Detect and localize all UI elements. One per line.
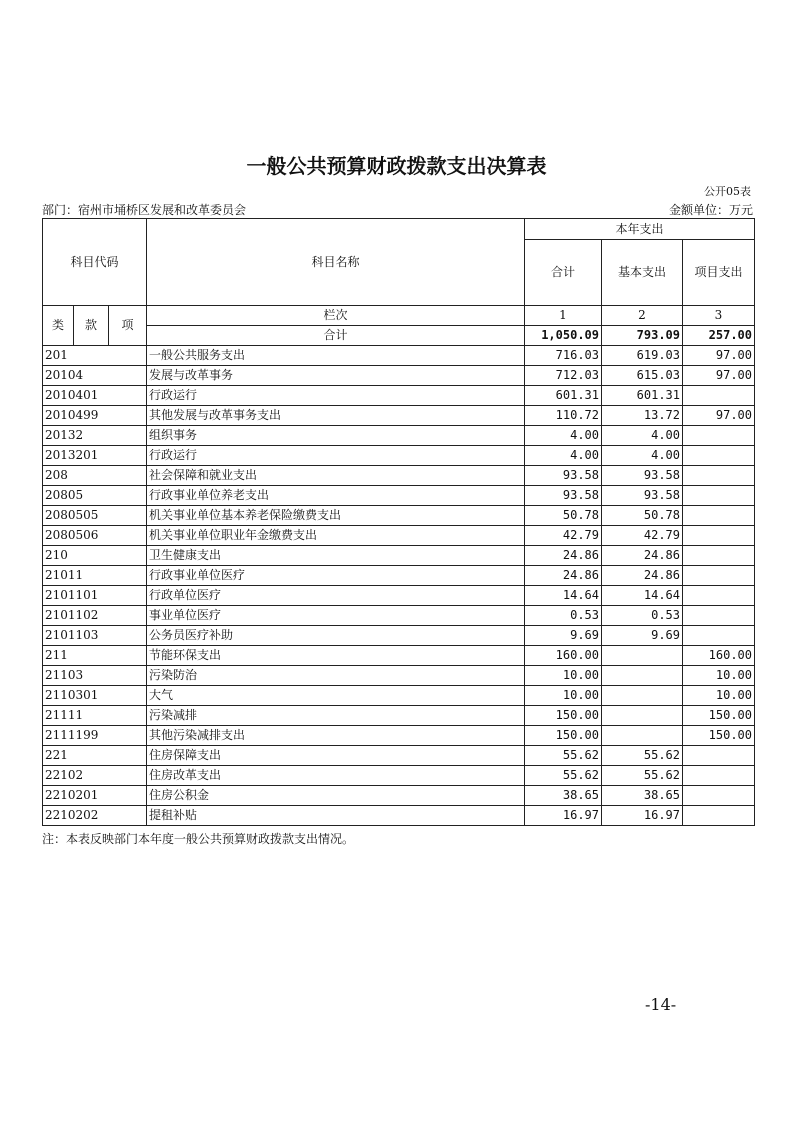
row-name: 住房改革支出 [147, 766, 525, 786]
row-basic: 619.03 [602, 346, 683, 366]
row-code: 2210201 [43, 786, 147, 806]
row-project [683, 806, 755, 826]
row-total: 93.58 [525, 486, 602, 506]
table-row [43, 546, 755, 566]
row-name: 提租补贴 [147, 806, 525, 826]
row-code: 210 [43, 546, 147, 566]
header-column-no: 栏次 [147, 306, 525, 326]
row-name: 行政事业单位养老支出 [147, 486, 525, 506]
form-number: 公开05表 [704, 185, 751, 198]
expenditure-table [42, 218, 755, 826]
row-project: 97.00 [683, 346, 755, 366]
row-code: 2101102 [43, 606, 147, 626]
row-basic: 0.53 [602, 606, 683, 626]
row-basic: 601.31 [602, 386, 683, 406]
header-kuan: 款 [74, 306, 109, 346]
table-row [43, 766, 755, 786]
total-total: 1,050.09 [525, 326, 602, 346]
row-total: 16.97 [525, 806, 602, 826]
row-project: 150.00 [683, 726, 755, 746]
row-code: 20132 [43, 426, 147, 446]
header-xiang: 项 [109, 306, 147, 346]
row-basic: 93.58 [602, 486, 683, 506]
row-basic: 16.97 [602, 806, 683, 826]
row-project: 10.00 [683, 686, 755, 706]
row-total: 716.03 [525, 346, 602, 366]
table-row [43, 686, 755, 706]
row-code: 2013201 [43, 446, 147, 466]
table-row [43, 366, 755, 386]
row-project [683, 566, 755, 586]
row-name: 大气 [147, 686, 525, 706]
row-name: 行政运行 [147, 446, 525, 466]
row-code: 2080505 [43, 506, 147, 526]
row-total: 4.00 [525, 446, 602, 466]
page-number: -14- [645, 995, 677, 1014]
row-basic: 55.62 [602, 746, 683, 766]
table-row [43, 466, 755, 486]
row-name: 污染减排 [147, 706, 525, 726]
row-project [683, 386, 755, 406]
row-total: 160.00 [525, 646, 602, 666]
row-basic [602, 726, 683, 746]
header-basic: 基本支出 [602, 240, 683, 306]
row-name: 其他污染减排支出 [147, 726, 525, 746]
row-name: 一般公共服务支出 [147, 346, 525, 366]
amount-unit: 金额单位：万元 [668, 203, 753, 217]
row-basic: 38.65 [602, 786, 683, 806]
row-code: 2080506 [43, 526, 147, 546]
table-row [43, 666, 755, 686]
header-current-year: 本年支出 [525, 219, 755, 240]
row-project [683, 426, 755, 446]
table-row [43, 726, 755, 746]
row-code: 2010499 [43, 406, 147, 426]
row-basic [602, 706, 683, 726]
table-row [43, 346, 755, 366]
row-basic [602, 666, 683, 686]
row-name: 其他发展与改革事务支出 [147, 406, 525, 426]
row-name: 行政事业单位医疗 [147, 566, 525, 586]
row-code: 2110301 [43, 686, 147, 706]
row-code: 21103 [43, 666, 147, 686]
table-row [43, 786, 755, 806]
row-total: 712.03 [525, 366, 602, 386]
header-project: 项目支出 [683, 240, 755, 306]
row-total: 24.86 [525, 546, 602, 566]
header-name: 科目名称 [147, 219, 525, 306]
row-project [683, 446, 755, 466]
col-no-1: 1 [525, 306, 602, 326]
total-project: 257.00 [683, 326, 755, 346]
row-basic: 93.58 [602, 466, 683, 486]
row-project [683, 486, 755, 506]
table-row [43, 706, 755, 726]
row-basic: 14.64 [602, 586, 683, 606]
total-basic: 793.09 [602, 326, 683, 346]
table-row [43, 506, 755, 526]
row-code: 21111 [43, 706, 147, 726]
row-code: 20104 [43, 366, 147, 386]
table-row [43, 566, 755, 586]
header-total: 合计 [525, 240, 602, 306]
row-total: 0.53 [525, 606, 602, 626]
total-label: 合计 [147, 326, 525, 346]
row-project [683, 626, 755, 646]
table-note: 注：本表反映部门本年度一般公共预算财政拨款支出情况。 [42, 832, 355, 846]
row-code: 21011 [43, 566, 147, 586]
row-basic: 9.69 [602, 626, 683, 646]
table-row [43, 626, 755, 646]
row-basic: 24.86 [602, 546, 683, 566]
row-basic: 4.00 [602, 426, 683, 446]
row-name: 发展与改革事务 [147, 366, 525, 386]
row-basic: 50.78 [602, 506, 683, 526]
row-total: 24.86 [525, 566, 602, 586]
row-code: 2010401 [43, 386, 147, 406]
row-project: 97.00 [683, 406, 755, 426]
col-no-3: 3 [683, 306, 755, 326]
row-code: 2210202 [43, 806, 147, 826]
row-name: 社会保障和就业支出 [147, 466, 525, 486]
row-total: 55.62 [525, 746, 602, 766]
row-total: 10.00 [525, 666, 602, 686]
row-total: 93.58 [525, 466, 602, 486]
row-name: 组织事务 [147, 426, 525, 446]
row-basic: 42.79 [602, 526, 683, 546]
row-project [683, 546, 755, 566]
row-basic: 55.62 [602, 766, 683, 786]
table-row [43, 806, 755, 826]
row-code: 2111199 [43, 726, 147, 746]
row-project [683, 526, 755, 546]
table-row [43, 586, 755, 606]
header-code: 科目代码 [43, 219, 147, 306]
row-project [683, 586, 755, 606]
row-name: 事业单位医疗 [147, 606, 525, 626]
row-code: 20805 [43, 486, 147, 506]
row-name: 机关事业单位基本养老保险缴费支出 [147, 506, 525, 526]
row-total: 38.65 [525, 786, 602, 806]
table-row [43, 406, 755, 426]
row-project [683, 466, 755, 486]
row-name: 卫生健康支出 [147, 546, 525, 566]
row-name: 公务员医疗补助 [147, 626, 525, 646]
row-basic: 24.86 [602, 566, 683, 586]
row-name: 行政运行 [147, 386, 525, 406]
row-code: 2101101 [43, 586, 147, 606]
table-row [43, 746, 755, 766]
header-lei: 类 [43, 306, 74, 346]
row-name: 机关事业单位职业年金缴费支出 [147, 526, 525, 546]
row-basic [602, 686, 683, 706]
col-no-2: 2 [602, 306, 683, 326]
row-code: 208 [43, 466, 147, 486]
row-code: 22102 [43, 766, 147, 786]
table-row [43, 646, 755, 666]
row-total: 10.00 [525, 686, 602, 706]
row-project [683, 746, 755, 766]
row-total: 150.00 [525, 726, 602, 746]
row-project [683, 786, 755, 806]
table-row [43, 526, 755, 546]
page-title: 一般公共预算财政拨款支出决算表 [246, 154, 547, 178]
row-total: 42.79 [525, 526, 602, 546]
row-name: 行政单位医疗 [147, 586, 525, 606]
department-label: 部门：宿州市埇桥区发展和改革委员会 [42, 203, 247, 217]
row-name: 住房保障支出 [147, 746, 525, 766]
row-project: 10.00 [683, 666, 755, 686]
row-total: 14.64 [525, 586, 602, 606]
row-total: 55.62 [525, 766, 602, 786]
row-project: 150.00 [683, 706, 755, 726]
row-code: 211 [43, 646, 147, 666]
row-name: 住房公积金 [147, 786, 525, 806]
row-name: 节能环保支出 [147, 646, 525, 666]
row-project: 97.00 [683, 366, 755, 386]
row-total: 150.00 [525, 706, 602, 726]
row-project [683, 606, 755, 626]
row-total: 110.72 [525, 406, 602, 426]
row-basic [602, 646, 683, 666]
row-basic: 4.00 [602, 446, 683, 466]
row-project: 160.00 [683, 646, 755, 666]
table-row [43, 486, 755, 506]
table-row [43, 446, 755, 466]
row-project [683, 766, 755, 786]
row-project [683, 506, 755, 526]
row-total: 601.31 [525, 386, 602, 406]
table-row [43, 386, 755, 406]
row-total: 9.69 [525, 626, 602, 646]
row-total: 4.00 [525, 426, 602, 446]
row-name: 污染防治 [147, 666, 525, 686]
total-row [43, 326, 755, 346]
row-code: 201 [43, 346, 147, 366]
row-basic: 615.03 [602, 366, 683, 386]
table-row [43, 606, 755, 626]
table-row [43, 426, 755, 446]
row-code: 2101103 [43, 626, 147, 646]
row-total: 50.78 [525, 506, 602, 526]
row-code: 221 [43, 746, 147, 766]
row-basic: 13.72 [602, 406, 683, 426]
